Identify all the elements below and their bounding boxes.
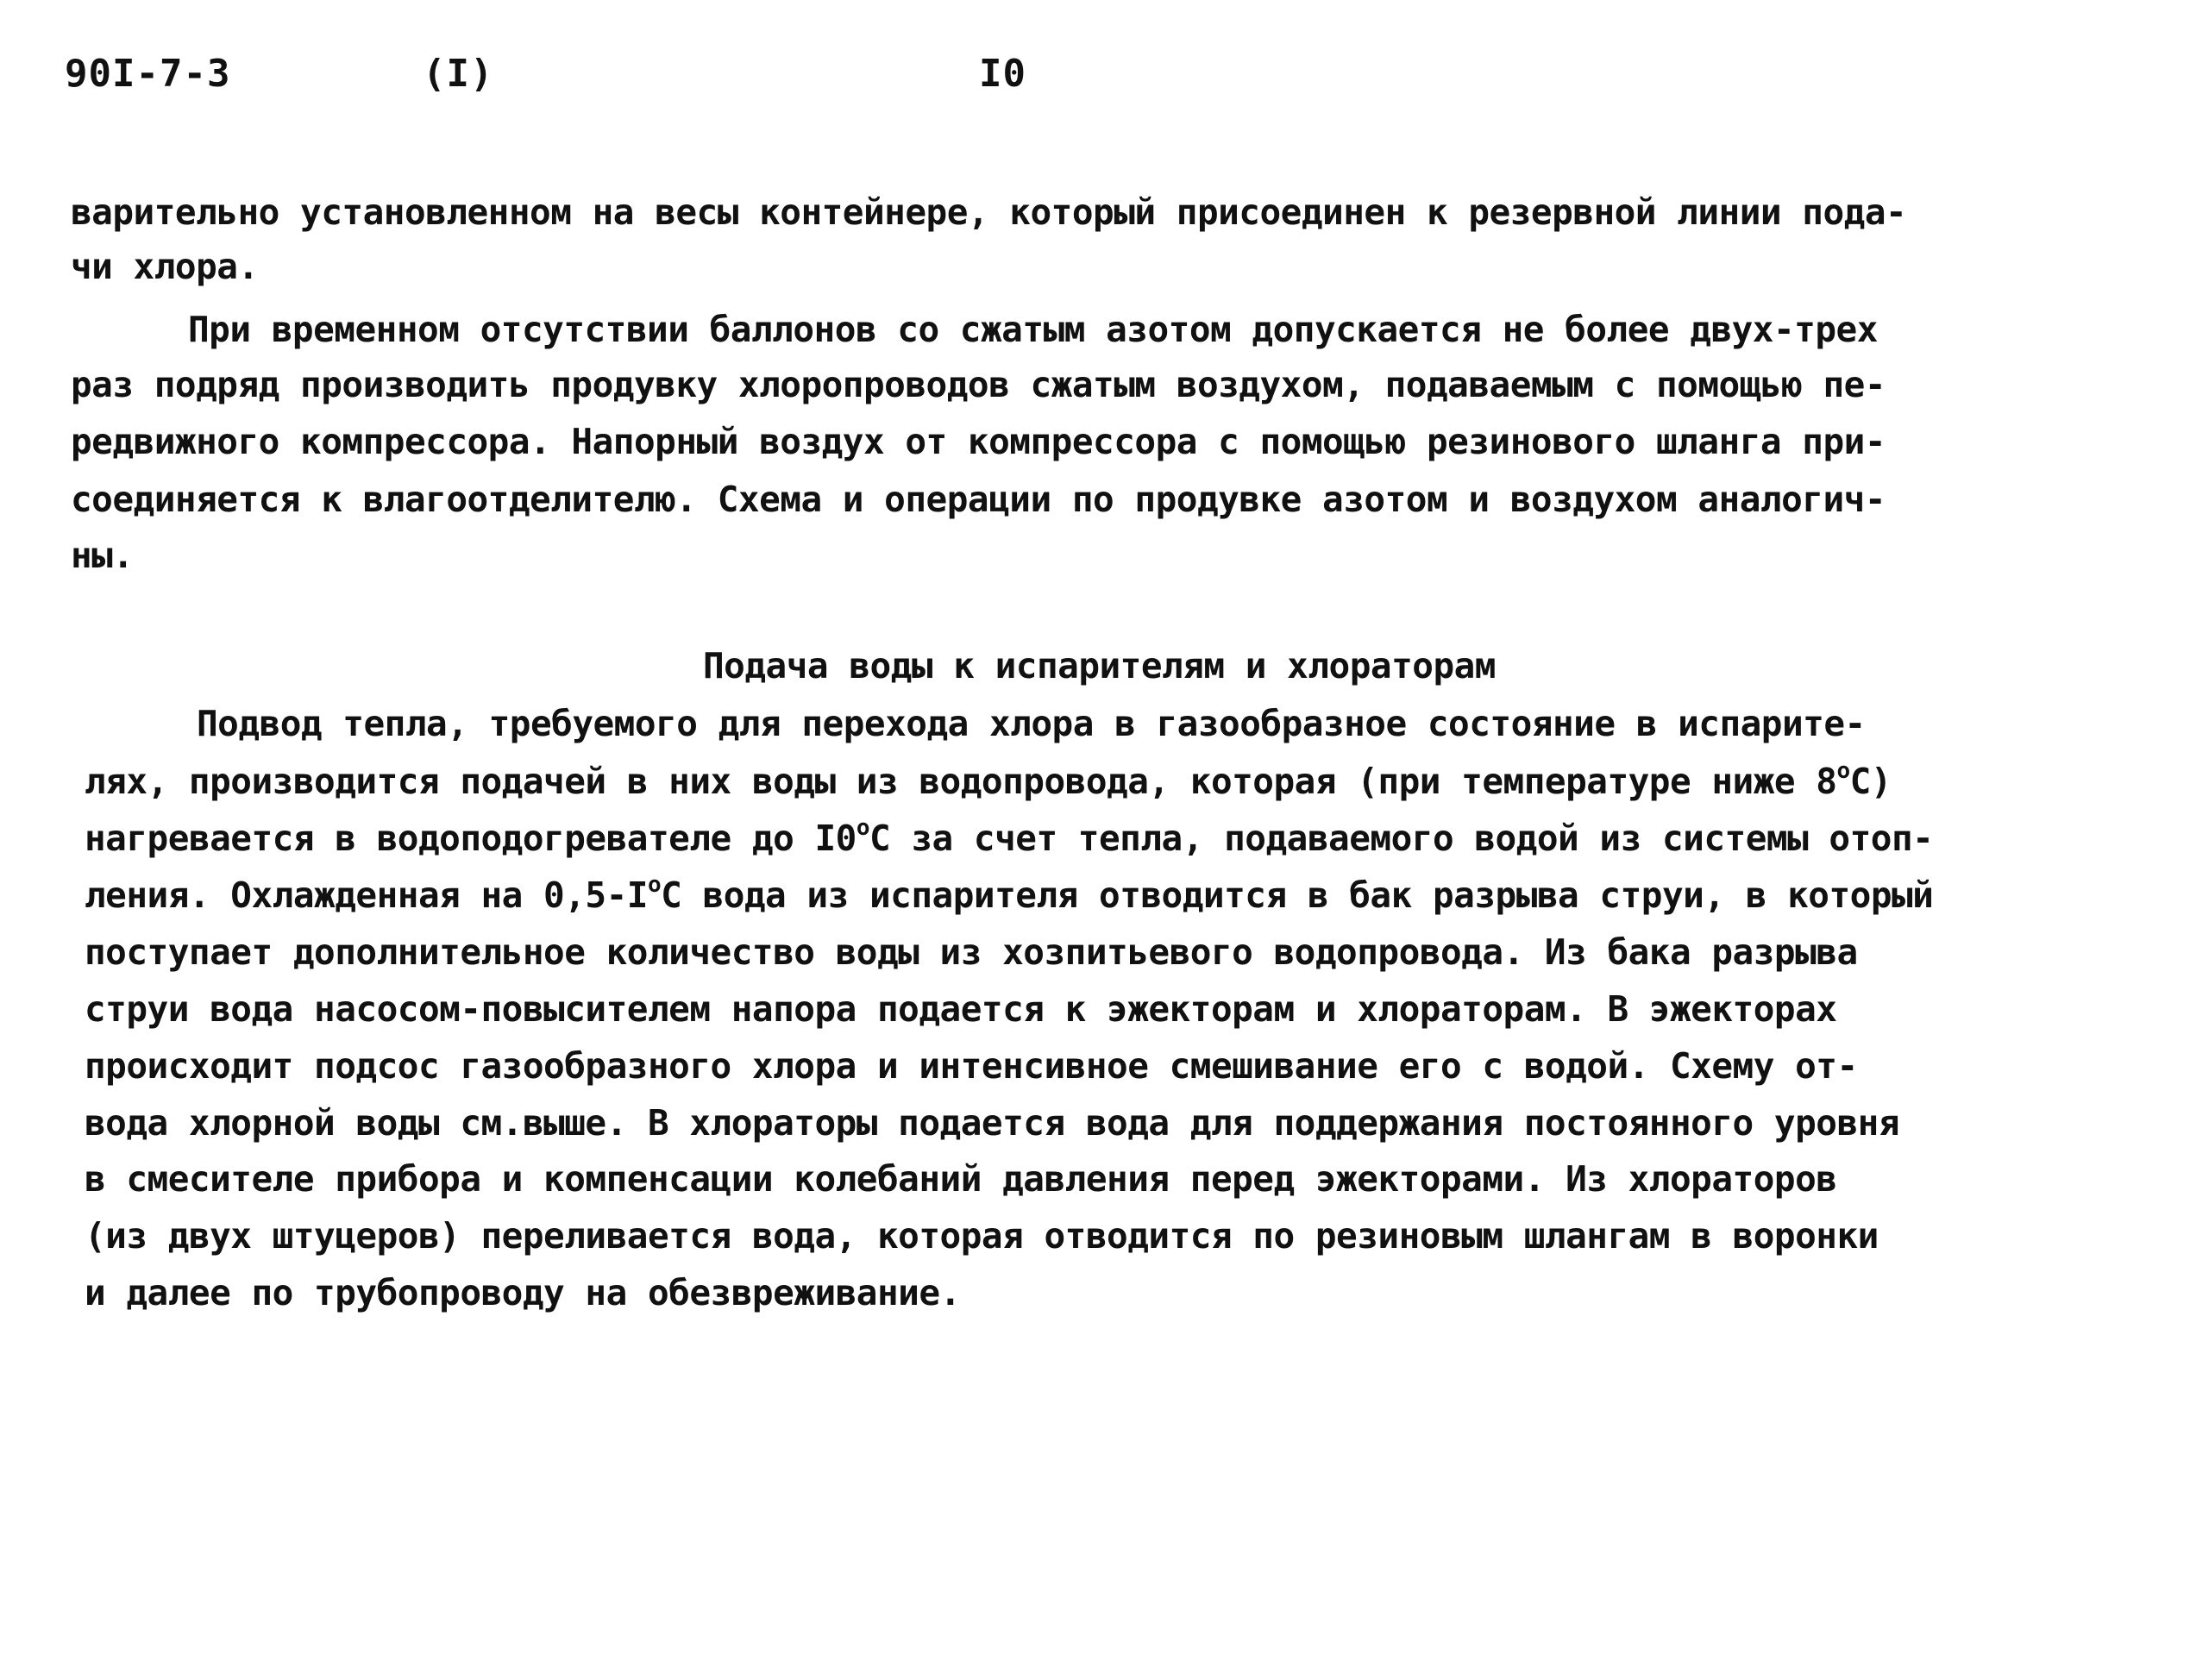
para3-line: струи вода насосом-повысителем напора подается к эжекторам и хлораторам. В эжекторах	[85, 988, 1837, 1030]
para3-line	[85, 815, 1934, 859]
para3-text: лях, производится подачей в них воды из водопровода, которая (при температуре ниже 8	[85, 761, 1837, 802]
para2-line: ны.	[71, 535, 134, 576]
para2-line: редвижного компрессора. Напорный воздух от компрессора с помощью резинового шланга при-	[71, 421, 1886, 462]
para3-line: Подвод тепла, требуемого для перехода хлора в газообразное состояние в испарите-	[197, 703, 1866, 744]
para3-line	[85, 758, 1892, 802]
degree-sign: о	[647, 872, 662, 898]
para3-line: в смесителе прибора и компенсации колебаний давления перед эжекторами. Из хлораторов	[85, 1158, 1837, 1200]
page-number: I0	[979, 52, 1026, 96]
para3-line: поступает дополнительное количество воды из хозпитьевого водопровода. Из бака разрыва	[85, 931, 1858, 973]
para3-line	[85, 874, 1933, 916]
para1-line: варительно установленном на весы контейнере, который присоединен к резервной линии пода-	[71, 191, 1907, 233]
part-number: (I)	[423, 52, 494, 96]
degree-sign: о	[1836, 758, 1850, 784]
para2-line: раз подряд производить продувку хлоропроводов сжатым воздухом, подаваемым с помощью пе-	[71, 364, 1886, 405]
para3-line: вода хлорной воды см.выше. В хлораторы подается вода для поддержания постоянного уровня	[85, 1102, 1900, 1144]
para1-line: чи хлора.	[71, 246, 259, 287]
para2-line: соединяется к влагоотделителю. Схема и операции по продувке азотом и воздухом аналогич-	[71, 479, 1886, 520]
para3-text: С за счет тепла, подаваемого водой из системы отоп-	[869, 818, 1934, 859]
para3-text: С вода из испарителя отводится в бак разрыва струи, в который	[661, 874, 1934, 916]
section-heading: Подача воды к испарителям и хлораторам	[703, 645, 1496, 686]
para3-text: С)	[1849, 761, 1892, 802]
para2-line: При временном отсутствии баллонов со сжатым азотом допускается не более двух-трех	[188, 309, 1878, 350]
para3-line: и далее по трубопроводу на обезвреживание.	[85, 1272, 961, 1313]
para3-line: (из двух штуцеров) переливается вода, которая отводится по резиновым шлангам в воронки	[85, 1215, 1879, 1257]
doc-code: 90I-7-3	[65, 52, 231, 96]
para3-text: ления. Охлажденная на 0,5-I	[85, 874, 648, 916]
para3-line: происходит подсос газообразного хлора и интенсивное смешивание его с водой. Схему от-	[85, 1045, 1858, 1087]
para3-text: нагревается в водоподогревателе до I0	[85, 818, 857, 859]
degree-sign: о	[856, 815, 869, 841]
